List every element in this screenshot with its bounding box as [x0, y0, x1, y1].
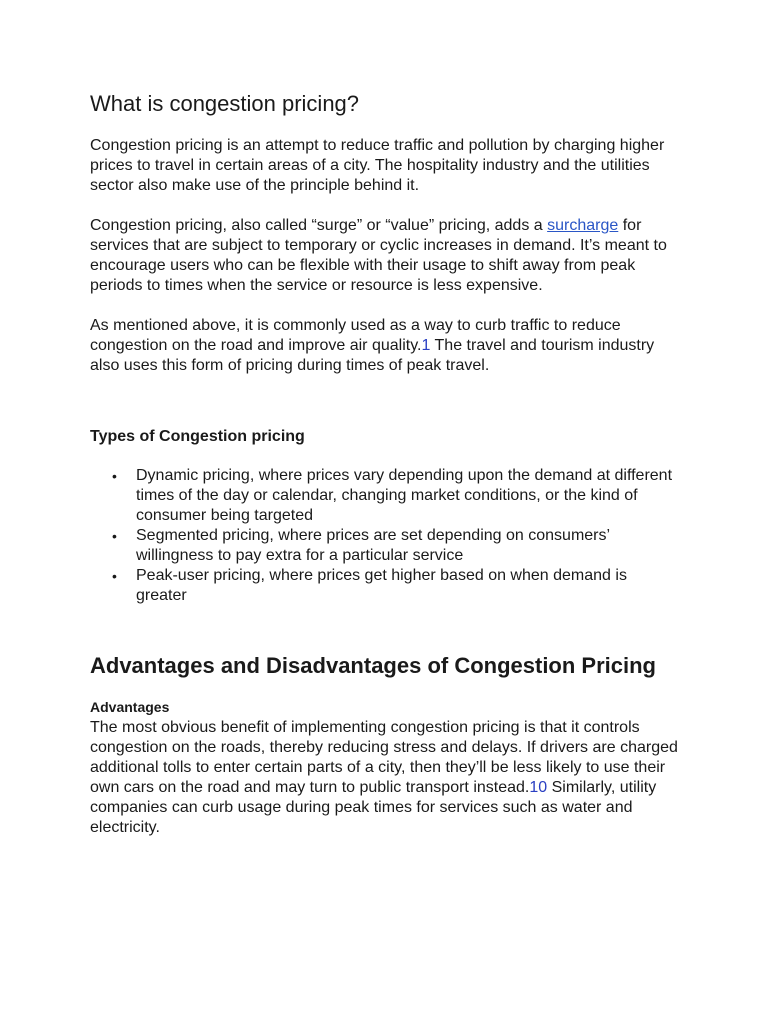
page-title: What is congestion pricing?: [90, 91, 360, 116]
traffic-paragraph: [90, 316, 680, 376]
list-item: [112, 566, 680, 606]
footnote-ref-1[interactable]: 1: [421, 336, 431, 354]
list-item-text: Dynamic pricing, where prices vary depending upon the demand at different times of the day or calendar, changing market conditions, or the kind of consumer being targeted: [136, 466, 673, 524]
surcharge-paragraph-text-after: for services that are subject to temporary or cyclic increases in demand. It’s meant to encourage users who can be flexible with their usage to shift away from peak periods to times when the service or resource is less expensive.: [90, 216, 667, 294]
advantages-disadvantages-heading: Advantages and Disadvantages of Congestion Pricing: [90, 652, 656, 678]
document-page: [90, 90, 680, 838]
advantages-text-before: The most obvious benefit of implementing congestion pricing is that it controls congestion on the roads, thereby reducing stress and delays. If drivers are charged additional tolls to enter certain parts of a city, then they’ll be less likely to use their own cars on the road and may turn to public transport instead.: [90, 719, 678, 797]
list-item-text: Segmented pricing, where prices are set depending on consumers’ willingness to pay extra for a particular service: [136, 526, 610, 564]
bullet-icon: •: [112, 567, 117, 584]
bullet-icon: •: [112, 467, 117, 484]
intro-paragraph: Congestion pricing is an attempt to reduce traffic and pollution by charging higher prices to travel in certain areas of a city. The hospitality industry and the utilities sector also make use of the principle behind it.: [90, 136, 665, 194]
list-item-text: Peak-user pricing, where prices get higher based on when demand is greater: [136, 566, 627, 604]
list-item: [112, 526, 680, 566]
advantages-text-after: Similarly, utility companies can curb usage during peak times for services such as water and electricity.: [90, 779, 657, 837]
list-item: [112, 466, 680, 526]
advantages-subheading: Advantages: [90, 699, 170, 716]
surcharge-paragraph: [90, 216, 680, 296]
surcharge-paragraph-text-before: Congestion pricing, also called “surge” or “value” pricing, adds a: [90, 216, 548, 234]
bullet-icon: •: [112, 527, 117, 544]
types-list: [90, 466, 680, 606]
footnote-ref-10[interactable]: 10: [529, 779, 548, 797]
surcharge-link[interactable]: surcharge: [547, 216, 619, 234]
traffic-paragraph-text-before: As mentioned above, it is commonly used as a way to curb traffic to reduce congestion on the road and improve air quality.: [90, 316, 621, 354]
advantages-paragraph: [90, 718, 680, 838]
types-heading: Types of Congestion pricing: [90, 427, 305, 445]
traffic-paragraph-text-after: The travel and tourism industry also uses this form of pricing during times of peak travel.: [90, 336, 655, 374]
